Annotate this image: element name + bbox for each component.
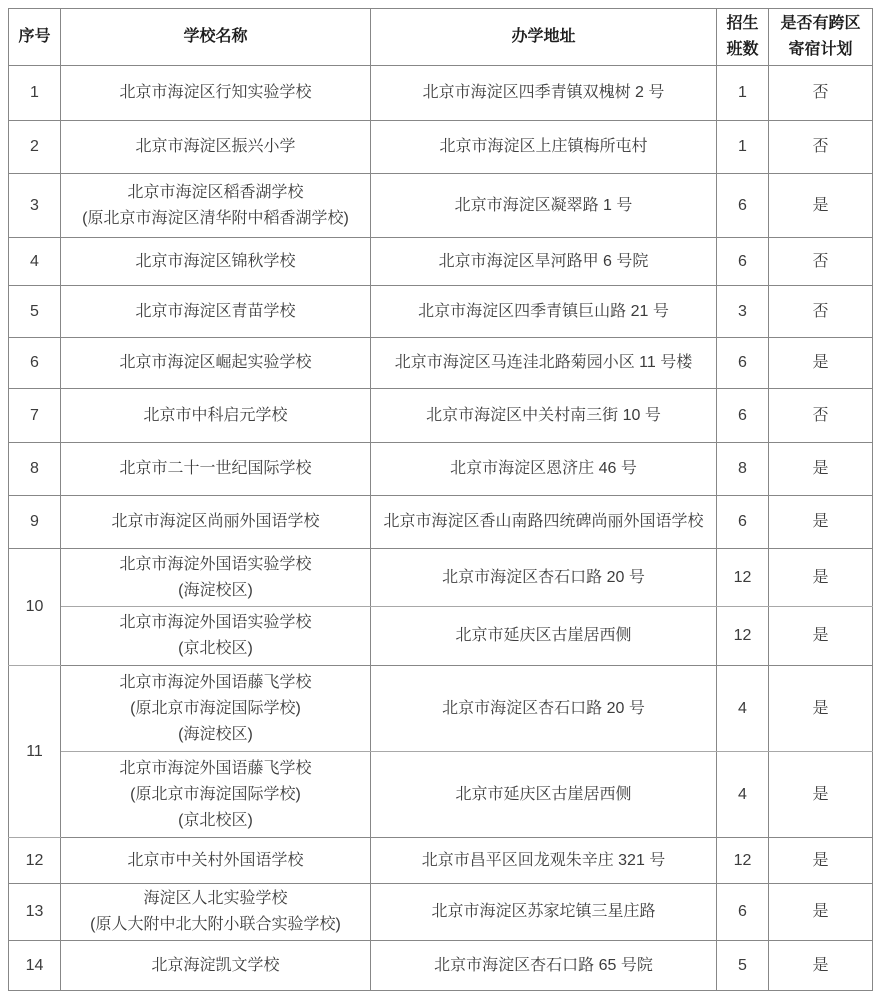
cell-boarding: 是 [769,549,873,607]
cell-no: 11 [9,666,61,838]
table-row [9,549,873,607]
table-row [9,286,873,338]
cell-school-name: 北京市海淀区青苗学校 [61,286,371,338]
cell-classes: 6 [717,338,769,389]
cell-no: 9 [9,496,61,549]
school-name-line: 海淀区人北实验学校 [143,890,288,907]
cell-address: 北京市海淀区香山南路四统碑尚丽外国语学校 [371,496,717,549]
cell-address: 北京市海淀区四季青镇双槐树 2 号 [371,66,717,121]
cell-boarding: 否 [769,121,873,174]
school-subname-line: (原北京市海淀国际学校) [130,699,301,717]
table-row [9,607,873,666]
cell-address: 北京市海淀区杏石口路 20 号 [371,666,717,752]
school-subname-line: (原人大附中北大附小联合实验学校) [90,916,341,933]
cell-school-name [61,549,371,607]
header-classes [717,9,769,66]
cell-address: 北京市海淀区苏家坨镇三星庄路 [371,884,717,941]
cell-school-name: 北京海淀凯文学校 [61,941,371,991]
cell-school-name [61,666,371,752]
cell-classes: 4 [717,752,769,838]
cell-classes: 6 [717,496,769,549]
cell-classes: 3 [717,286,769,338]
cell-boarding: 是 [769,941,873,991]
cell-school-name [61,607,371,666]
cell-boarding: 是 [769,752,873,838]
cell-boarding: 是 [769,496,873,549]
table-row [9,238,873,286]
cell-no: 10 [9,549,61,666]
cell-no: 2 [9,121,61,174]
header-classes-line2: 班数 [726,41,759,58]
cell-school-name [61,174,371,238]
cell-boarding: 否 [769,286,873,338]
school-campus-line: (京北校区) [178,811,253,829]
table-row [9,884,873,941]
table-row [9,389,873,443]
cell-school-name: 北京市二十一世纪国际学校 [61,443,371,496]
table-row [9,121,873,174]
table-row [9,66,873,121]
cell-classes: 6 [717,884,769,941]
cell-school-name [61,752,371,838]
admissions-table [8,8,873,991]
cell-boarding: 否 [769,238,873,286]
cell-boarding: 否 [769,389,873,443]
cell-classes: 1 [717,66,769,121]
cell-no: 6 [9,338,61,389]
cell-no: 8 [9,443,61,496]
header-address: 办学地址 [371,9,717,66]
header-no: 序号 [9,9,61,66]
header-row [9,9,873,66]
school-name-line: 北京市海淀外国语实验学校 [119,555,312,573]
cell-school-name: 北京市海淀区行知实验学校 [61,66,371,121]
cell-classes: 12 [717,607,769,666]
cell-address: 北京市海淀区旱河路甲 6 号院 [371,238,717,286]
cell-no: 14 [9,941,61,991]
cell-address: 北京市延庆区古崖居西侧 [371,607,717,666]
table-row [9,443,873,496]
cell-boarding: 否 [769,66,873,121]
cell-boarding: 是 [769,338,873,389]
table-row [9,338,873,389]
cell-classes: 6 [717,389,769,443]
school-name-line: 北京市海淀外国语藤飞学校 [119,673,312,691]
cell-address: 北京市海淀区凝翠路 1 号 [371,174,717,238]
school-subname-line: (原北京市海淀国际学校) [130,785,301,803]
table-row [9,174,873,238]
cell-classes: 12 [717,549,769,607]
header-boarding [769,9,873,66]
school-name-line: 北京市海淀外国语实验学校 [119,614,312,631]
school-name-line: 北京市海淀区稻香湖学校 [127,183,304,201]
school-subname-line: (原北京市海淀区清华附中稻香湖学校) [82,209,349,227]
header-classes-line1: 招生 [726,15,759,32]
cell-boarding: 是 [769,666,873,752]
cell-no: 5 [9,286,61,338]
header-school-name: 学校名称 [61,9,371,66]
table-row [9,838,873,884]
cell-classes: 4 [717,666,769,752]
cell-address: 北京市海淀区杏石口路 65 号院 [371,941,717,991]
cell-boarding: 是 [769,443,873,496]
cell-no: 3 [9,174,61,238]
table-row [9,496,873,549]
table-row [9,666,873,752]
table-row [9,941,873,991]
cell-address: 北京市海淀区恩济庄 46 号 [371,443,717,496]
cell-school-name: 北京市海淀区锦秋学校 [61,238,371,286]
school-subname-line: (海淀校区) [178,581,253,599]
cell-no: 1 [9,66,61,121]
cell-address: 北京市海淀区中关村南三街 10 号 [371,389,717,443]
cell-school-name: 北京市中科启元学校 [61,389,371,443]
cell-address: 北京市海淀区上庄镇梅所屯村 [371,121,717,174]
cell-school-name: 北京市海淀区振兴小学 [61,121,371,174]
cell-no: 4 [9,238,61,286]
cell-boarding: 是 [769,884,873,941]
cell-classes: 1 [717,121,769,174]
cell-address: 北京市延庆区古崖居西侧 [371,752,717,838]
cell-classes: 5 [717,941,769,991]
table-row [9,752,873,838]
header-boarding-line1: 是否有跨区 [780,15,861,32]
cell-address: 北京市昌平区回龙观朱辛庄 321 号 [371,838,717,884]
cell-boarding: 是 [769,838,873,884]
cell-school-name [61,884,371,941]
cell-no: 7 [9,389,61,443]
cell-classes: 8 [717,443,769,496]
cell-boarding: 是 [769,174,873,238]
cell-classes: 12 [717,838,769,884]
school-campus-line: (海淀校区) [178,725,253,743]
cell-address: 北京市海淀区四季青镇巨山路 21 号 [371,286,717,338]
cell-address: 北京市海淀区马连洼北路菊园小区 11 号楼 [371,338,717,389]
cell-school-name: 北京市海淀区尚丽外国语学校 [61,496,371,549]
cell-school-name: 北京市中关村外国语学校 [61,838,371,884]
cell-classes: 6 [717,238,769,286]
cell-address: 北京市海淀区杏石口路 20 号 [371,549,717,607]
cell-classes: 6 [717,174,769,238]
school-name-line: 北京市海淀外国语藤飞学校 [119,759,312,777]
cell-no: 12 [9,838,61,884]
cell-school-name: 北京市海淀区崛起实验学校 [61,338,371,389]
cell-no: 13 [9,884,61,941]
cell-boarding: 是 [769,607,873,666]
school-subname-line: (京北校区) [178,640,253,657]
header-boarding-line2: 寄宿计划 [788,41,853,58]
